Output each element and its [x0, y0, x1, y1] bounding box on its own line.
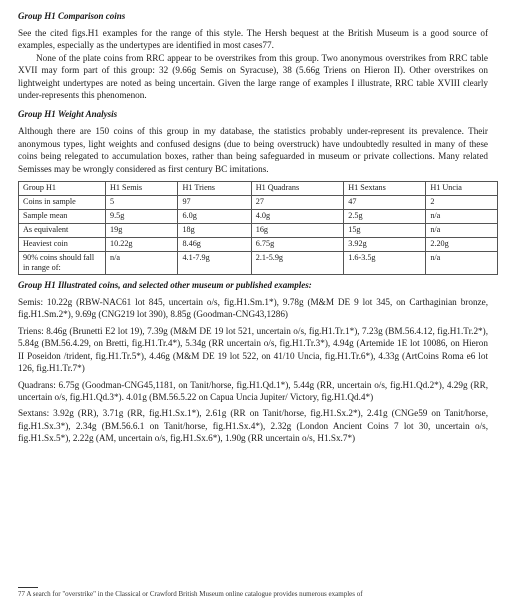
paragraph-comparison-2: None of the plate coins from RRC appear to be overstrikes from this group. Two anonymous overstrikes from RRC table XVII may form part of this group: 32 (9.66g Semis on Syracuse), 38 (5.66g Triens on Hieron II). Other overstrikes on lightweight undertypes are noted as being uncertain. Given the large range of examples I illustrate, RRC table XVIII clearly under-represents this phenomenon. [18, 52, 488, 101]
table-cell: 90% coins should fall in range of: [19, 252, 106, 275]
paragraph-semis: Semis: 10.22g (RBW-NAC61 lot 845, uncertain o/s, fig.H1.Sm.1*), 9.78g (M&M DE 9 lot 345, on Carthaginian bronze, fig.H1.Sm.2*), 9.69g (CNG219 lot 390), 8.85g (Goodman-CNG43,1286) [18, 297, 488, 320]
section-heading-illustrated: Group H1 Illustrated coins, and selected other museum or published examples: [18, 280, 312, 291]
section-heading-comparison: Group H1 Comparison coins [18, 11, 126, 21]
page-body [18, 10, 488, 445]
table-header-cell: H1 Triens [178, 182, 251, 196]
table-row [19, 252, 498, 275]
paragraph-triens: Triens: 8.46g (Brunetti E2 lot 19), 7.39g (M&M DE 19 lot 521, uncertain o/s, fig.H1.Tr.1*), 7.23g (BM.56.4.12, fig.H1.Tr.2*), 5.84g (BM.56.4.29, on Bretti, fig.H1.Tr.4*), 5.34g (RR uncertain o/s, fig.H1.Tr.3*), 4.94g (Artemide 1E lot 10086, on Hieron II Poseidon /trident, fig.H1.Tr.5*), 4.46g (M&M DE 19 lot 522, on 41/10 Uncia, fig.H1.Tr.6*), 4.33g (ArtCoins Roma e6 lot 126, fig.H1.Tr.7*) [18, 325, 488, 374]
table-cell: 4.1-7.9g [178, 252, 251, 275]
table-cell: 6.0g [178, 210, 251, 224]
table-row [19, 224, 498, 238]
table-cell: n/a [426, 210, 498, 224]
table-row [19, 210, 498, 224]
paragraph-sextans: Sextans: 3.92g (RR), 3.71g (RR, fig.H1.Sx.1*), 2.61g (RR on Tanit/horse, fig.H1.Sx.2*), 2.41g (CNGe59 on Tanit/horse, fig.H1.Sx.3*), 2.34g (BM.56.6.1 on Tanit/horse, fig.H1.Sx.4*), 2.32g (London Ancient Coins 7 lot 30, uncertain o/s, fig.H1.Sx.5*), 2.22g (AM, uncertain o/s, fig.H1.Sx.6*), 1.90g (RR uncertain o/s, H1.Sx.7*) [18, 408, 488, 444]
table-header-cell: H1 Uncia [426, 182, 498, 196]
table-cell: 2.1-5.9g [251, 252, 344, 275]
table-row [19, 238, 498, 252]
table-cell: 3.92g [344, 238, 426, 252]
table-header-cell: H1 Quadrans [251, 182, 344, 196]
table-header-cell: Group H1 [19, 182, 106, 196]
table-cell: 19g [106, 224, 178, 238]
table-header-row [19, 182, 498, 196]
table-cell: As equivalent [19, 224, 106, 238]
table-row [19, 196, 498, 210]
table-cell: 16g [251, 224, 344, 238]
section-heading-weight: Group H1 Weight Analysis [18, 109, 118, 120]
table-cell: 6.75g [251, 238, 344, 252]
table-cell: 27 [251, 196, 344, 210]
paragraph-comparison-1: See the cited figs.H1 examples for the range of this style. The Hersh bequest at the British Museum is a good source of examples, especially as the undertypes are identified in most cases77. [18, 28, 488, 51]
table-header-cell: H1 Sextans [344, 182, 426, 196]
table-cell: n/a [426, 252, 498, 275]
paragraph-quadrans: Quadrans: 6.75g (Goodman-CNG45,1181, on Tanit/horse, fig.H1.Qd.1*), 5.44g (RR, uncertain o/s, fig.H1.Qd.2*), 4.29g (RR, uncertain o/s, fig.H1.Qd.3*). 4.01g (BM.56.5.22 on Capua Uncia Jupiter/ Victory, fig.H1.Qd.4*) [18, 379, 488, 402]
table-cell: n/a [106, 252, 178, 275]
table-cell: 9.5g [106, 210, 178, 224]
table-cell: 2 [426, 196, 498, 210]
table-cell: 15g [344, 224, 426, 238]
table-cell: 5 [106, 196, 178, 210]
table-cell: 1.6-3.5g [344, 252, 426, 275]
table-cell: Sample mean [19, 210, 106, 224]
table-cell: 47 [344, 196, 426, 210]
table-header-cell: H1 Semis [106, 182, 178, 196]
table-cell: 8.46g [178, 238, 251, 252]
weight-table [18, 181, 498, 275]
table-cell: 18g [178, 224, 251, 238]
table-cell: Coins in sample [19, 196, 106, 210]
table-cell: n/a [426, 224, 498, 238]
table-cell: 2.20g [426, 238, 498, 252]
table-cell: 2.5g [344, 210, 426, 224]
paragraph-weight-analysis: Although there are 150 coins of this group in my database, the statistics probably under-represent its prevalence. Their anonymous types, light weights and confused designs (due to being overstruck) have undoubtedly resulted in many of these coins being relegated to accumulation boxes, rather than being safeguarded in museum or private collections. Many related Semisses may be wrongly considered as first century BC imitations. [18, 126, 488, 174]
footnote: 77 A search for "overstrike" in the Classical or Crawford British Museum online catalogue provides numerous examples of [18, 590, 363, 598]
footnote-divider [18, 587, 38, 588]
table-cell: 10.22g [106, 238, 178, 252]
table-cell: 4.0g [251, 210, 344, 224]
table-cell: 97 [178, 196, 251, 210]
table-cell: Heaviest coin [19, 238, 106, 252]
